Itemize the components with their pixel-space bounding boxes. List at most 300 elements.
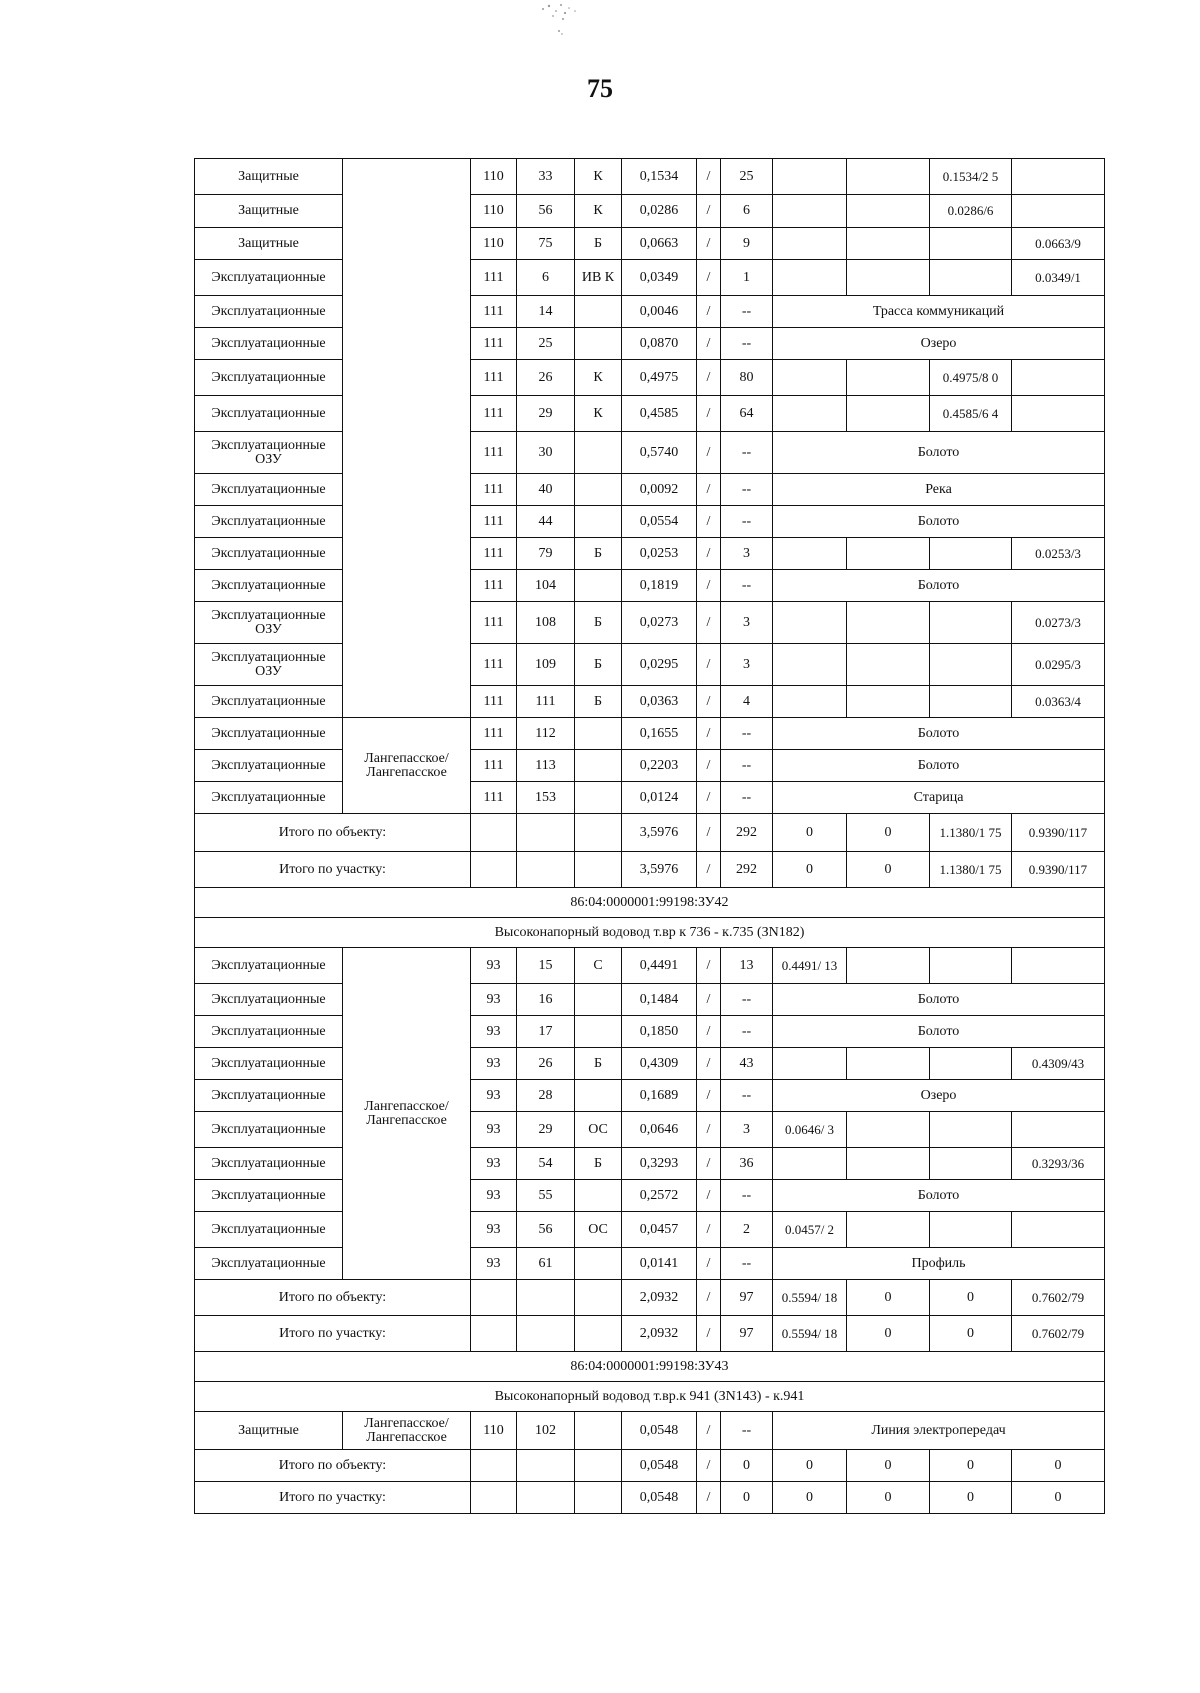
breakdown-cell: 0.4975/8 0	[930, 360, 1012, 396]
table-row	[195, 602, 1105, 644]
breakdown-cell: 0	[930, 1450, 1012, 1482]
plot-number-cell: 28	[517, 1080, 575, 1112]
code-cell: Б	[575, 1048, 622, 1080]
breakdown-cell	[773, 360, 847, 396]
quarter-cell: 111	[471, 328, 517, 360]
breakdown-cell	[1012, 195, 1105, 228]
breakdown-cell	[930, 644, 1012, 686]
plot-number-cell: 56	[517, 1212, 575, 1248]
table-body	[195, 159, 1105, 1514]
breakdown-cell	[773, 396, 847, 432]
breakdown-cell	[930, 948, 1012, 984]
code-cell: ИВ К	[575, 260, 622, 296]
slash-cell: /	[697, 260, 721, 296]
count-cell: 4	[721, 686, 773, 718]
breakdown-cell	[847, 260, 930, 296]
code-cell: Б	[575, 538, 622, 570]
breakdown-cell: 0.4585/6 4	[930, 396, 1012, 432]
table-row	[195, 195, 1105, 228]
quarter-cell: 111	[471, 296, 517, 328]
breakdown-cell: 0.0273/3	[1012, 602, 1105, 644]
breakdown-cell: 0.0457/ 2	[773, 1212, 847, 1248]
breakdown-cell	[847, 1112, 930, 1148]
breakdown-cell: 0	[847, 1482, 930, 1514]
quarter-cell: 111	[471, 538, 517, 570]
forest-category: Эксплуатационные	[195, 1048, 343, 1080]
total-row	[195, 1316, 1105, 1352]
plot-number-cell: 102	[517, 1412, 575, 1450]
breakdown-cell	[930, 1212, 1012, 1248]
slash-cell: /	[697, 474, 721, 506]
code-cell: Б	[575, 644, 622, 686]
slash-cell: /	[697, 1016, 721, 1048]
plot-number-cell: 6	[517, 260, 575, 296]
area-cell: 0,1655	[622, 718, 697, 750]
code-cell	[575, 750, 622, 782]
code-cell	[575, 1180, 622, 1212]
count-cell: --	[721, 1016, 773, 1048]
total-row	[195, 1280, 1105, 1316]
plot-number-cell: 30	[517, 432, 575, 474]
count-cell: --	[721, 984, 773, 1016]
code-cell	[575, 1080, 622, 1112]
area-cell: 0,4309	[622, 1048, 697, 1080]
table-row	[195, 1180, 1105, 1212]
quarter-cell: 111	[471, 360, 517, 396]
plot-number-cell: 55	[517, 1180, 575, 1212]
count-cell: 1	[721, 260, 773, 296]
n-empty	[517, 1316, 575, 1352]
plot-number-cell: 14	[517, 296, 575, 328]
slash-cell: /	[697, 1048, 721, 1080]
land-note: Озеро	[773, 1080, 1105, 1112]
forest-category: Эксплуатационные	[195, 1212, 343, 1248]
forestry-name: Лангепасское/ Лангепасское	[343, 948, 471, 1280]
breakdown-cell: 0.9390/117	[1012, 814, 1105, 852]
quarter-cell: 93	[471, 1148, 517, 1180]
area-cell: 2,0932	[622, 1316, 697, 1352]
quarter-cell: 93	[471, 948, 517, 984]
land-note: Болото	[773, 506, 1105, 538]
count-cell: --	[721, 718, 773, 750]
code-cell	[575, 296, 622, 328]
table-row	[195, 1248, 1105, 1280]
table-row	[195, 396, 1105, 432]
code-cell	[575, 718, 622, 750]
n-empty	[517, 814, 575, 852]
slash-cell: /	[697, 1248, 721, 1280]
slash-cell: /	[697, 159, 721, 195]
breakdown-cell: 0.7602/79	[1012, 1316, 1105, 1352]
slash-cell: /	[697, 1280, 721, 1316]
breakdown-cell: 0	[847, 1280, 930, 1316]
breakdown-cell: 0	[847, 814, 930, 852]
count-cell: --	[721, 1180, 773, 1212]
code-cell: Б	[575, 602, 622, 644]
table-row	[195, 948, 1105, 984]
area-cell: 0,1850	[622, 1016, 697, 1048]
cadastral-number: 86:04:0000001:99198:ЗУ43	[195, 1352, 1105, 1382]
count-cell: 6	[721, 195, 773, 228]
section-header-row	[195, 1382, 1105, 1412]
forest-category: Эксплуатационные ОЗУ	[195, 602, 343, 644]
forestry-name: Лангепасское/ Лангепасское	[343, 718, 471, 814]
area-cell: 0,0548	[622, 1482, 697, 1514]
slash-cell: /	[697, 506, 721, 538]
breakdown-cell	[847, 538, 930, 570]
table-row	[195, 538, 1105, 570]
plot-number-cell: 16	[517, 984, 575, 1016]
count-cell: 0	[721, 1450, 773, 1482]
forest-category: Эксплуатационные	[195, 782, 343, 814]
table-row	[195, 360, 1105, 396]
area-cell: 3,5976	[622, 814, 697, 852]
plot-number-cell: 29	[517, 1112, 575, 1148]
count-cell: 3	[721, 602, 773, 644]
breakdown-cell: 0	[1012, 1482, 1105, 1514]
breakdown-cell	[1012, 396, 1105, 432]
breakdown-cell: 0.0663/9	[1012, 228, 1105, 260]
code-cell: ОС	[575, 1212, 622, 1248]
quarter-cell: 111	[471, 782, 517, 814]
table-row	[195, 1048, 1105, 1080]
code-cell	[575, 328, 622, 360]
count-cell: 25	[721, 159, 773, 195]
slash-cell: /	[697, 1316, 721, 1352]
code-cell	[575, 474, 622, 506]
breakdown-cell: 0.5594/ 18	[773, 1316, 847, 1352]
code-cell: К	[575, 396, 622, 432]
forest-category: Эксплуатационные	[195, 474, 343, 506]
breakdown-cell: 0	[773, 852, 847, 888]
plot-number-cell: 26	[517, 1048, 575, 1080]
breakdown-cell: 0	[847, 852, 930, 888]
count-cell: --	[721, 296, 773, 328]
area-cell: 0,4585	[622, 396, 697, 432]
table-row	[195, 686, 1105, 718]
forest-category: Эксплуатационные	[195, 718, 343, 750]
breakdown-cell: 1.1380/1 75	[930, 814, 1012, 852]
area-cell: 0,0457	[622, 1212, 697, 1248]
breakdown-cell	[1012, 159, 1105, 195]
code-cell: С	[575, 948, 622, 984]
forest-category: Эксплуатационные	[195, 1080, 343, 1112]
forest-category: Эксплуатационные	[195, 570, 343, 602]
plot-number-cell: 153	[517, 782, 575, 814]
breakdown-cell: 0	[773, 1482, 847, 1514]
slash-cell: /	[697, 1482, 721, 1514]
area-cell: 0,0548	[622, 1412, 697, 1450]
code-cell	[575, 1412, 622, 1450]
breakdown-cell	[773, 228, 847, 260]
breakdown-cell	[773, 602, 847, 644]
forest-category: Эксплуатационные	[195, 1180, 343, 1212]
forest-category: Эксплуатационные	[195, 1148, 343, 1180]
breakdown-cell	[930, 1112, 1012, 1148]
breakdown-cell: 0.3293/36	[1012, 1148, 1105, 1180]
area-cell: 0,1534	[622, 159, 697, 195]
breakdown-cell: 0.7602/79	[1012, 1280, 1105, 1316]
breakdown-cell	[847, 686, 930, 718]
slash-cell: /	[697, 195, 721, 228]
forestry-name	[343, 159, 471, 718]
breakdown-cell	[930, 1148, 1012, 1180]
slash-cell: /	[697, 782, 721, 814]
table-row	[195, 750, 1105, 782]
breakdown-cell	[847, 1212, 930, 1248]
section-header-row	[195, 918, 1105, 948]
plot-number-cell: 40	[517, 474, 575, 506]
slash-cell: /	[697, 718, 721, 750]
count-cell: --	[721, 750, 773, 782]
quarter-cell: 93	[471, 1112, 517, 1148]
breakdown-cell	[930, 1048, 1012, 1080]
total-label: Итого по объекту:	[195, 1280, 471, 1316]
land-note: Профиль	[773, 1248, 1105, 1280]
breakdown-cell: 0.0363/4	[1012, 686, 1105, 718]
land-note: Болото	[773, 1180, 1105, 1212]
code-cell	[575, 432, 622, 474]
plot-number-cell: 56	[517, 195, 575, 228]
land-note: Линия электропередач	[773, 1412, 1105, 1450]
land-note: Болото	[773, 750, 1105, 782]
plot-number-cell: 113	[517, 750, 575, 782]
count-cell: --	[721, 432, 773, 474]
table-row	[195, 782, 1105, 814]
forest-category: Эксплуатационные	[195, 1248, 343, 1280]
slash-cell: /	[697, 538, 721, 570]
slash-cell: /	[697, 1412, 721, 1450]
scan-specks	[505, 0, 615, 40]
land-note: Трасса коммуникаций	[773, 296, 1105, 328]
plot-number-cell: 17	[517, 1016, 575, 1048]
table-row	[195, 432, 1105, 474]
breakdown-cell	[930, 686, 1012, 718]
total-label: Итого по участку:	[195, 852, 471, 888]
breakdown-cell: 0	[847, 1316, 930, 1352]
code-cell	[575, 782, 622, 814]
count-cell: --	[721, 506, 773, 538]
q-empty	[471, 1450, 517, 1482]
code-cell: К	[575, 195, 622, 228]
total-label: Итого по объекту:	[195, 814, 471, 852]
area-cell: 0,1484	[622, 984, 697, 1016]
code-cell: К	[575, 360, 622, 396]
total-label: Итого по объекту:	[195, 1450, 471, 1482]
breakdown-cell: 0	[930, 1482, 1012, 1514]
breakdown-cell	[773, 644, 847, 686]
breakdown-cell	[847, 396, 930, 432]
table-row	[195, 1016, 1105, 1048]
area-cell: 0,5740	[622, 432, 697, 474]
slash-cell: /	[697, 1080, 721, 1112]
forest-category: Эксплуатационные	[195, 750, 343, 782]
forest-category: Защитные	[195, 195, 343, 228]
total-row	[195, 814, 1105, 852]
quarter-cell: 111	[471, 474, 517, 506]
land-note: Болото	[773, 718, 1105, 750]
q-empty	[471, 1280, 517, 1316]
slash-cell: /	[697, 396, 721, 432]
quarter-cell: 110	[471, 228, 517, 260]
table-row	[195, 984, 1105, 1016]
quarter-cell: 111	[471, 396, 517, 432]
q-empty	[471, 1482, 517, 1514]
area-cell: 3,5976	[622, 852, 697, 888]
count-cell: 43	[721, 1048, 773, 1080]
land-note: Болото	[773, 432, 1105, 474]
breakdown-cell	[1012, 948, 1105, 984]
slash-cell: /	[697, 686, 721, 718]
total-row	[195, 1482, 1105, 1514]
area-cell: 0,0046	[622, 296, 697, 328]
breakdown-cell	[773, 260, 847, 296]
count-cell: 292	[721, 852, 773, 888]
forest-category: Эксплуатационные	[195, 260, 343, 296]
plot-number-cell: 29	[517, 396, 575, 432]
n-empty	[517, 1482, 575, 1514]
table-row	[195, 1412, 1105, 1450]
area-cell: 0,4491	[622, 948, 697, 984]
area-cell: 0,1689	[622, 1080, 697, 1112]
area-cell: 0,0295	[622, 644, 697, 686]
area-cell: 0,3293	[622, 1148, 697, 1180]
table-row	[195, 570, 1105, 602]
quarter-cell: 93	[471, 984, 517, 1016]
count-cell: 2	[721, 1212, 773, 1248]
quarter-cell: 93	[471, 1016, 517, 1048]
plot-number-cell: 26	[517, 360, 575, 396]
forest-category: Эксплуатационные	[195, 984, 343, 1016]
slash-cell: /	[697, 228, 721, 260]
count-cell: 3	[721, 1112, 773, 1148]
count-cell: 80	[721, 360, 773, 396]
area-cell: 0,0646	[622, 1112, 697, 1148]
count-cell: --	[721, 1080, 773, 1112]
object-title: Высоконапорный водовод т.вр к 736 - к.735 (ЗN182)	[195, 918, 1105, 948]
forest-category: Эксплуатационные	[195, 296, 343, 328]
count-cell: 3	[721, 538, 773, 570]
breakdown-cell: 0	[847, 1450, 930, 1482]
quarter-cell: 111	[471, 686, 517, 718]
breakdown-cell: 0	[773, 814, 847, 852]
c-empty	[575, 1280, 622, 1316]
breakdown-cell: 0	[930, 1280, 1012, 1316]
table-row	[195, 506, 1105, 538]
quarter-cell: 111	[471, 750, 517, 782]
area-cell: 0,0349	[622, 260, 697, 296]
quarter-cell: 111	[471, 260, 517, 296]
count-cell: 97	[721, 1316, 773, 1352]
plot-number-cell: 15	[517, 948, 575, 984]
quarter-cell: 111	[471, 570, 517, 602]
area-cell: 2,0932	[622, 1280, 697, 1316]
slash-cell: /	[697, 1180, 721, 1212]
slash-cell: /	[697, 984, 721, 1016]
quarter-cell: 111	[471, 644, 517, 686]
breakdown-cell	[847, 195, 930, 228]
table-row	[195, 1112, 1105, 1148]
breakdown-cell	[847, 948, 930, 984]
count-cell: 9	[721, 228, 773, 260]
land-note: Болото	[773, 570, 1105, 602]
quarter-cell: 111	[471, 718, 517, 750]
area-cell: 0,0273	[622, 602, 697, 644]
forest-category: Эксплуатационные ОЗУ	[195, 432, 343, 474]
n-empty	[517, 1280, 575, 1316]
land-note: Болото	[773, 984, 1105, 1016]
slash-cell: /	[697, 1112, 721, 1148]
breakdown-cell: 0.9390/117	[1012, 852, 1105, 888]
forest-category: Эксплуатационные	[195, 948, 343, 984]
forest-category: Защитные	[195, 1412, 343, 1450]
count-cell: --	[721, 474, 773, 506]
count-cell: --	[721, 328, 773, 360]
area-cell: 0,0548	[622, 1450, 697, 1482]
slash-cell: /	[697, 328, 721, 360]
breakdown-cell	[930, 228, 1012, 260]
n-empty	[517, 852, 575, 888]
table-row	[195, 644, 1105, 686]
area-cell: 0,0124	[622, 782, 697, 814]
table-row	[195, 228, 1105, 260]
code-cell	[575, 1016, 622, 1048]
n-empty	[517, 1450, 575, 1482]
table-row	[195, 1148, 1105, 1180]
breakdown-cell: 0.0286/6	[930, 195, 1012, 228]
area-cell: 0,0870	[622, 328, 697, 360]
c-empty	[575, 1316, 622, 1352]
plot-number-cell: 25	[517, 328, 575, 360]
area-cell: 0,0253	[622, 538, 697, 570]
breakdown-cell	[773, 538, 847, 570]
slash-cell: /	[697, 360, 721, 396]
slash-cell: /	[697, 432, 721, 474]
plot-number-cell: 61	[517, 1248, 575, 1280]
code-cell: Б	[575, 686, 622, 718]
section-header-row	[195, 888, 1105, 918]
slash-cell: /	[697, 1148, 721, 1180]
breakdown-cell	[773, 686, 847, 718]
breakdown-cell: 0.5594/ 18	[773, 1280, 847, 1316]
breakdown-cell	[847, 1148, 930, 1180]
forest-category: Эксплуатационные	[195, 396, 343, 432]
table-row	[195, 159, 1105, 195]
table-row	[195, 474, 1105, 506]
breakdown-cell: 1.1380/1 75	[930, 852, 1012, 888]
breakdown-cell: 0	[1012, 1450, 1105, 1482]
area-cell: 0,0663	[622, 228, 697, 260]
land-note: Болото	[773, 1016, 1105, 1048]
forest-category: Эксплуатационные	[195, 1016, 343, 1048]
forest-category: Эксплуатационные ОЗУ	[195, 644, 343, 686]
table-row	[195, 1212, 1105, 1248]
area-cell: 0,0554	[622, 506, 697, 538]
forestry-name: Лангепасское/ Лангепасское	[343, 1412, 471, 1450]
plot-number-cell: 112	[517, 718, 575, 750]
breakdown-cell: 0.0349/1	[1012, 260, 1105, 296]
code-cell	[575, 1248, 622, 1280]
total-row	[195, 852, 1105, 888]
quarter-cell: 111	[471, 602, 517, 644]
table-row	[195, 260, 1105, 296]
quarter-cell: 93	[471, 1080, 517, 1112]
forest-plots-table	[194, 158, 1105, 1514]
slash-cell: /	[697, 644, 721, 686]
slash-cell: /	[697, 750, 721, 782]
q-empty	[471, 814, 517, 852]
plot-number-cell: 33	[517, 159, 575, 195]
